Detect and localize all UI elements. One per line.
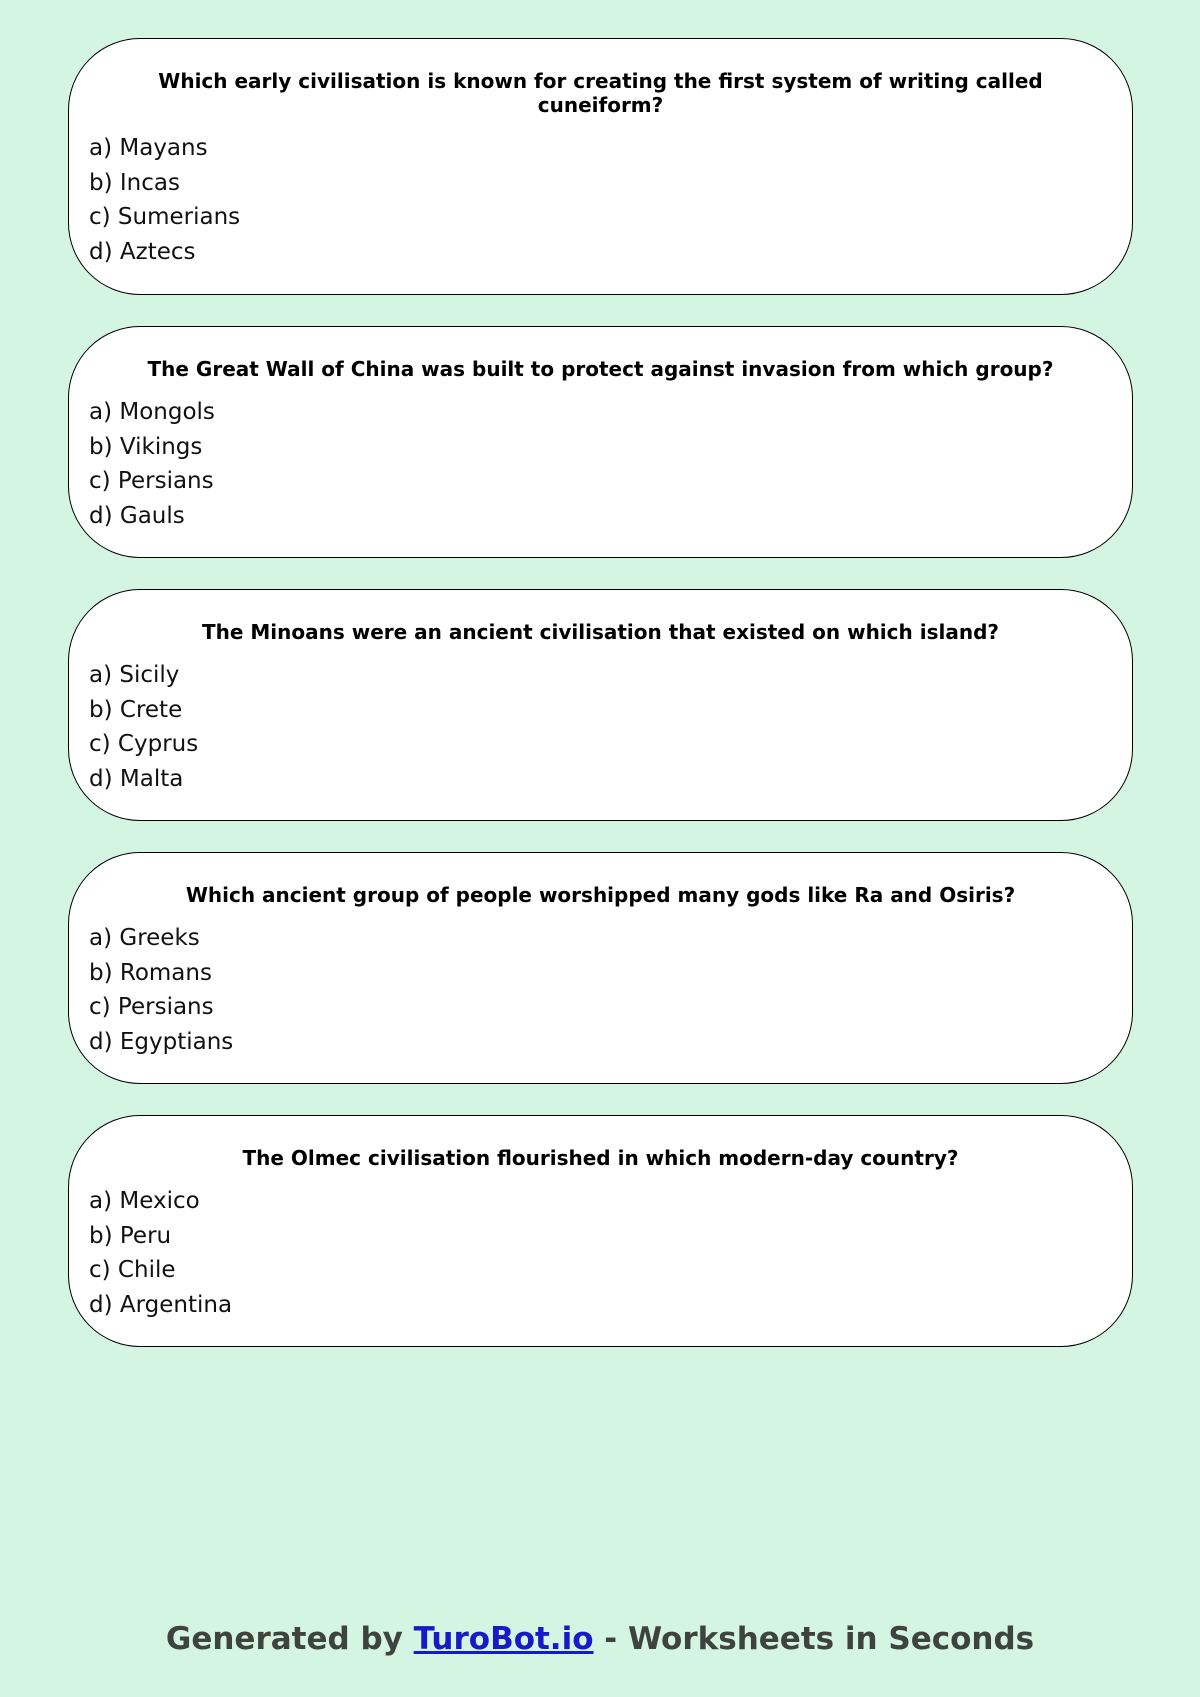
answer-options	[89, 131, 1112, 269]
footer-suffix: - Worksheets in Seconds	[593, 1621, 1035, 1657]
answer-options	[89, 658, 1112, 796]
question-card-5	[68, 1115, 1133, 1347]
question-text: The Great Wall of China was built to protect against invasion from which group?	[147, 357, 1054, 381]
option-a: a) Mongols	[89, 399, 215, 425]
footer-prefix: Generated by	[165, 1621, 414, 1657]
option-c: c) Sumerians	[89, 204, 241, 230]
answer-options	[89, 1184, 1112, 1322]
option-c: c) Persians	[89, 994, 214, 1020]
question-card-3	[68, 589, 1133, 821]
answer-options	[89, 395, 1112, 533]
option-a: a) Mayans	[89, 135, 208, 161]
option-a: a) Greeks	[89, 925, 200, 951]
option-b: b) Vikings	[89, 433, 203, 460]
option-a: a) Mexico	[89, 1188, 200, 1214]
option-d: d) Malta	[89, 765, 184, 792]
footer	[0, 1617, 1200, 1661]
option-c: c) Persians	[89, 468, 214, 494]
option-b: b) Incas	[89, 169, 180, 196]
question-text: Which early civilisation is known for creating the first system of writing called cuneiform?	[158, 69, 1043, 117]
option-b: b) Crete	[89, 696, 183, 723]
option-d: d) Aztecs	[89, 238, 196, 265]
question-text: Which ancient group of people worshipped many gods like Ra and Osiris?	[185, 883, 1016, 907]
option-b: b) Peru	[89, 1222, 172, 1249]
answer-options	[89, 921, 1112, 1059]
option-d: d) Egyptians	[89, 1028, 234, 1055]
option-d: d) Argentina	[89, 1291, 233, 1318]
question-card-1	[68, 38, 1133, 295]
turobot-link[interactable]: TuroBot.io	[413, 1621, 594, 1657]
option-a: a) Sicily	[89, 662, 180, 688]
question-text: The Minoans were an ancient civilisation that existed on which island?	[201, 620, 999, 644]
option-c: c) Cyprus	[89, 731, 199, 757]
question-list	[68, 38, 1133, 1378]
question-card-2	[68, 326, 1133, 558]
option-b: b) Romans	[89, 959, 212, 986]
option-d: d) Gauls	[89, 502, 185, 529]
question-text: The Olmec civilisation flourished in which modern-day country?	[242, 1146, 959, 1170]
option-c: c) Chile	[89, 1257, 176, 1283]
question-card-4	[68, 852, 1133, 1084]
